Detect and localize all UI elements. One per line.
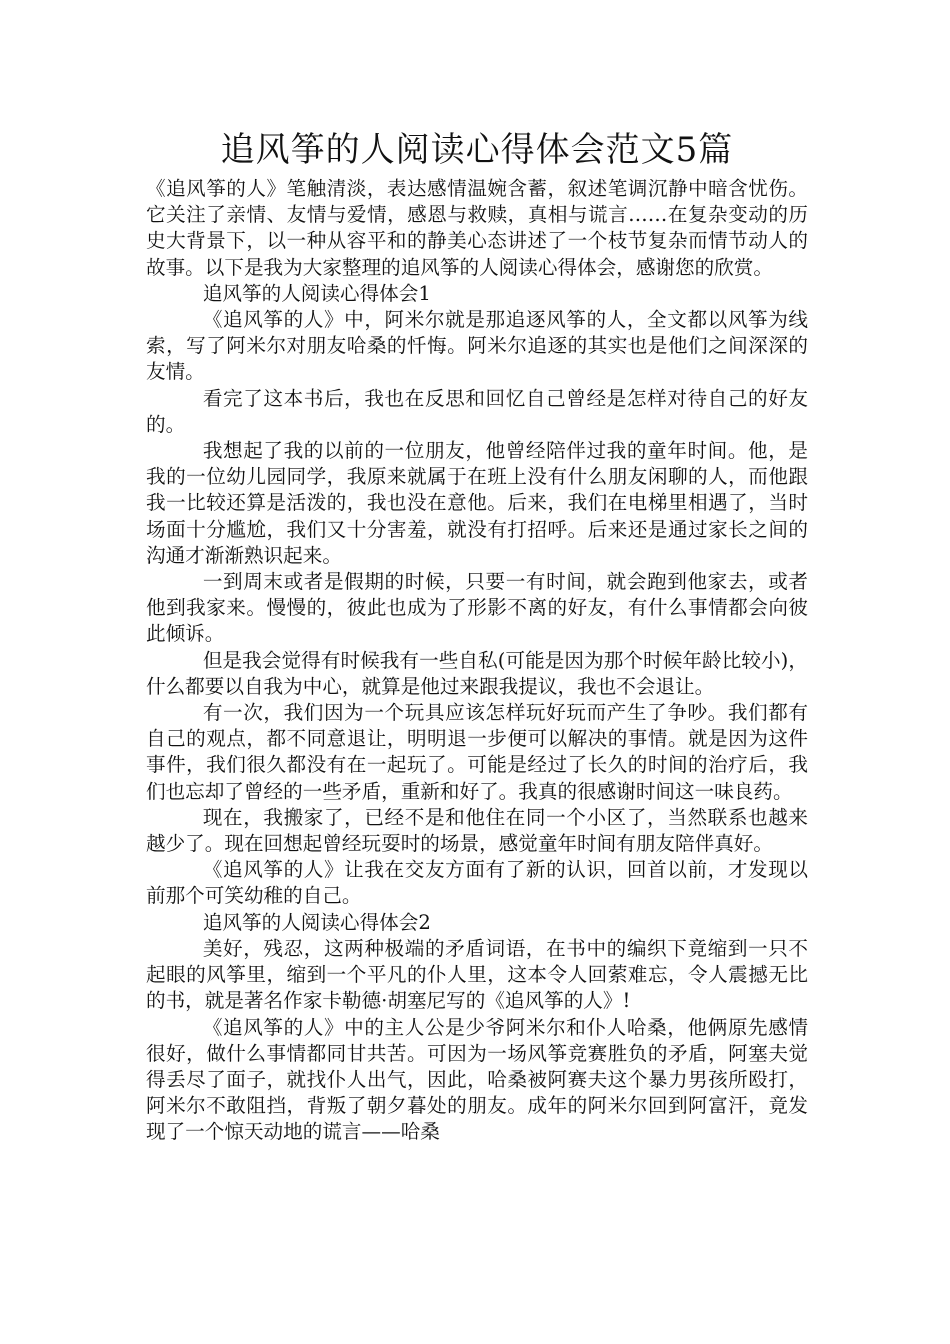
paragraph: 《追风筝的人》中的主人公是少爷阿米尔和仆人哈桑，他俩原先感情很好，做什么事情都同甘共苦。可因为一场风筝竞赛胜负的矛盾，阿塞夫觉得丢尽了面子，就找仆人出气，因此，哈桑被阿赛夫这个暴力男孩所殴打，阿米尔不敢阻挡，背叛了朝夕暮处的朋友。成年的阿米尔回到阿富汗，竟发现了一个惊天动地的谎言——哈桑 bbox=[146, 1015, 808, 1144]
paragraph: 《追风筝的人》让我在交友方面有了新的认识，回首以前，才发现以前那个可笑幼稚的自己。 bbox=[146, 858, 808, 908]
paragraph: 有一次，我们因为一个玩具应该怎样玩好玩而产生了争吵。我们都有自己的观点，都不同意退让，明明退一步便可以解决的事情。就是因为这件事件，我们很久都没有在一起玩了。可能是经过了长久的时间的治疗后，我们也忘却了曾经的一些矛盾，重新和好了。我真的很感谢时间这一味良药。 bbox=[146, 701, 808, 803]
paragraph: 看完了这本书后，我也在反思和回忆自己曾经是怎样对待自己的好友的。 bbox=[146, 386, 808, 436]
paragraph: 《追风筝的人》笔触清淡，表达感情温婉含蓄，叙述笔调沉静中暗含忧伤。它关注了亲情、友情与爱情，感恩与救赎，真相与谎言……在复杂变动的历史大背景下，以一种从容平和的静美心态讲述了一个枝节复杂而情节动人的故事。以下是我为大家整理的追风筝的人阅读心得体会，感谢您的欣赏。 bbox=[146, 177, 808, 279]
paragraph: 美好，残忍，这两种极端的矛盾词语，在书中的编织下竟缩到一只不起眼的风筝里，缩到一个平凡的仆人里，这本令人回萦难忘，令人震撼无比的书，就是著名作家卡勒德·胡塞尼写的《追风筝的人》! bbox=[146, 936, 808, 1013]
document-page bbox=[146, 126, 808, 1146]
paragraph: 现在，我搬家了，已经不是和他住在同一个小区了，当然联系也越来越少了。现在回想起曾经玩耍时的场景，感觉童年时间有朋友陪伴真好。 bbox=[146, 805, 808, 856]
paragraph: 《追风筝的人》中，阿米尔就是那追逐风筝的人，全文都以风筝为线索，写了阿米尔对朋友哈桑的忏悔。阿米尔追逐的其实也是他们之间深深的友情。 bbox=[146, 308, 808, 384]
paragraph: 我想起了我的以前的一位朋友，他曾经陪伴过我的童年时间。他，是我的一位幼儿园同学，我原来就属于在班上没有什么朋友闲聊的人，而他跟我一比较还算是活泼的，我也没在意他。后来，我们在电梯里相遇了，当时场面十分尴尬，我们又十分害羞，就没有打招呼。后来还是通过家长之间的沟通才渐渐熟识起来。 bbox=[146, 439, 808, 567]
document-body bbox=[146, 176, 808, 1146]
paragraph: 一到周末或者是假期的时候，只要一有时间，就会跑到他家去，或者他到我家来。慢慢的，彼此也成为了形影不离的好友，有什么事情都会向彼此倾诉。 bbox=[146, 570, 808, 646]
document-title: 追风筝的人阅读心得体会范文5篇 bbox=[220, 130, 734, 170]
section-heading: 追风筝的人阅读心得体会2 bbox=[202, 910, 431, 934]
section-heading: 追风筝的人阅读心得体会1 bbox=[202, 281, 431, 305]
paragraph: 但是我会觉得有时候我有一些自私(可能是因为那个时候年龄比较小)，什么都要以自我为中心，就算是他过来跟我提议，我也不会退让。 bbox=[146, 648, 808, 698]
